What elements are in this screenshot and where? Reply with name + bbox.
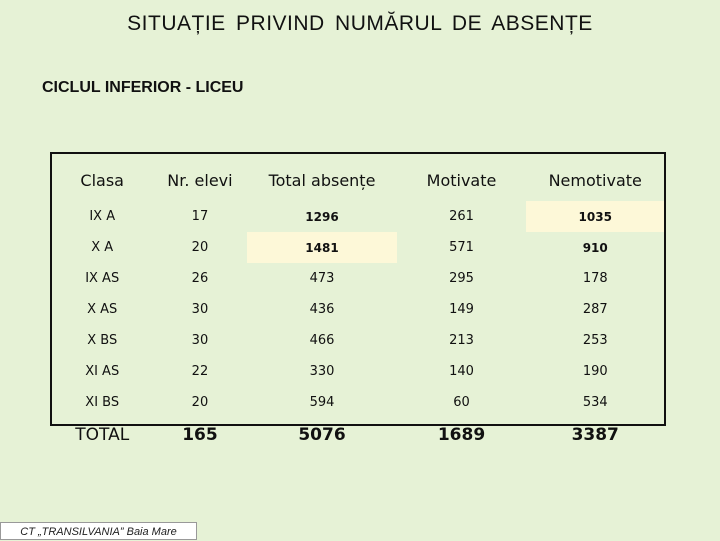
- cell-motivate: 295: [449, 271, 474, 286]
- cell-total-absente: 1481: [247, 232, 396, 263]
- total-absente: 5076: [298, 425, 346, 445]
- cell-clasa: X BS: [87, 333, 118, 348]
- cell-clasa: XI BS: [85, 395, 120, 410]
- cell-clasa: IX AS: [85, 271, 120, 286]
- cell-motivate: 60: [453, 395, 470, 410]
- cell-nr-elevi: 30: [191, 333, 209, 348]
- absences-table: [52, 154, 664, 452]
- cell-motivate: 149: [449, 302, 474, 317]
- table-row: [52, 387, 664, 418]
- cell-total-absente: 1296: [305, 209, 339, 224]
- cell-motivate: 213: [449, 333, 474, 348]
- cell-clasa: X A: [91, 240, 114, 255]
- cell-total-absente: 436: [309, 302, 335, 317]
- total-nemotivate: 3387: [571, 425, 619, 445]
- absences-table-frame: [50, 152, 666, 445]
- cell-nemotivate: 178: [582, 271, 608, 286]
- cell-nr-elevi: 30: [191, 302, 209, 317]
- cell-clasa: XI AS: [85, 364, 120, 379]
- school-footer-label: CT „TRANSILVANIA” Baia Mare: [0, 522, 197, 540]
- page-title: SITUAȚIE PRIVIND NUMĂRUL DE ABSENȚE: [127, 12, 593, 35]
- table-row: [52, 294, 664, 325]
- header-clasa: Clasa: [80, 170, 124, 190]
- cell-nemotivate: 190: [582, 364, 608, 379]
- table-row: [52, 325, 664, 356]
- cell-nemotivate: 910: [582, 240, 608, 255]
- cell-nr-elevi: 22: [191, 364, 209, 379]
- table-row: [52, 263, 664, 294]
- header-nemotivate: Nemotivate: [548, 170, 642, 190]
- table-total-row: [52, 418, 664, 452]
- cell-total-absente: 466: [309, 333, 335, 348]
- table-row: [52, 232, 664, 263]
- cell-nr-elevi: 26: [191, 271, 209, 286]
- cell-motivate: 571: [449, 240, 474, 255]
- cell-total-absente: 594: [309, 395, 335, 410]
- total-nr-elevi: 165: [182, 425, 218, 445]
- cell-nr-elevi: 17: [191, 209, 209, 224]
- cell-nemotivate: 1035: [526, 201, 664, 232]
- table-row: [52, 201, 664, 232]
- table-header-row: [52, 154, 664, 201]
- total-motivate: 1689: [437, 425, 486, 445]
- header-total-absente: Total absențe: [268, 170, 376, 190]
- cell-total-absente: 473: [309, 271, 335, 286]
- cell-nr-elevi: 20: [191, 240, 209, 255]
- cell-motivate: 261: [449, 209, 474, 224]
- section-subtitle: CICLUL INFERIOR - LICEU: [42, 79, 244, 96]
- cell-total-absente: 330: [309, 364, 335, 379]
- header-nr-elevi: Nr. elevi: [167, 170, 233, 190]
- cell-clasa: X AS: [87, 302, 118, 317]
- table-row: [52, 356, 664, 387]
- total-label: TOTAL: [75, 425, 130, 445]
- cell-nemotivate: 287: [582, 302, 608, 317]
- cell-nemotivate: 253: [582, 333, 608, 348]
- cell-motivate: 140: [449, 364, 474, 379]
- cell-clasa: IX A: [89, 209, 116, 224]
- cell-nr-elevi: 20: [191, 395, 209, 410]
- cell-nemotivate: 534: [582, 395, 608, 410]
- header-motivate: Motivate: [426, 170, 497, 190]
